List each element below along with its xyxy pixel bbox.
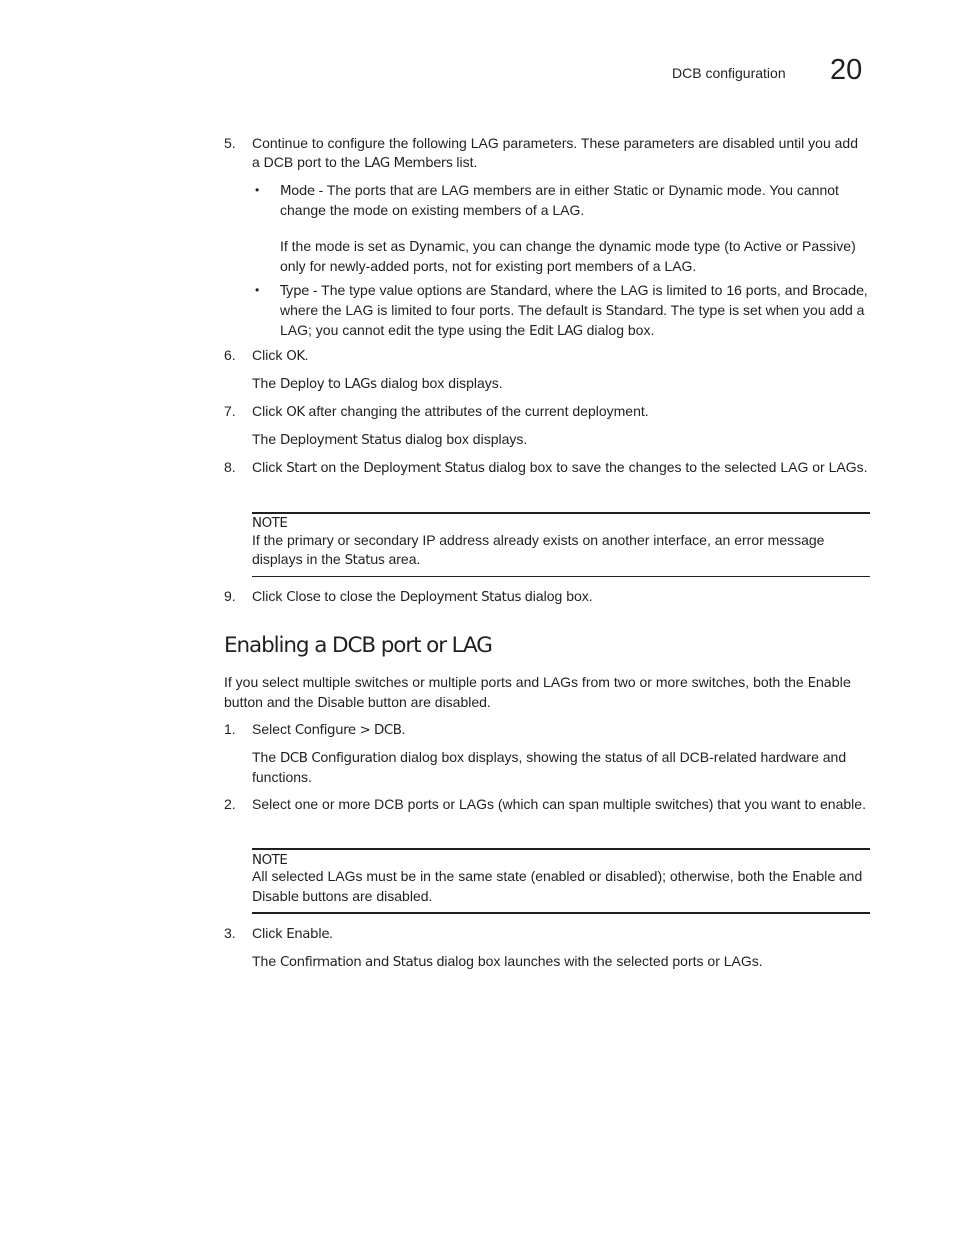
ui-term: Deployment Status [280,433,402,448]
step-text: Continue to configure the following LAG parameters. These parameters are disabled until you add a DCB port to the LAG Members list. [252,135,858,171]
note-label: NOTE [252,853,288,868]
ui-term: Disable [252,890,299,905]
note-top-rule [252,848,870,850]
step-number: 6. [224,347,236,363]
running-header-section: DCB configuration [672,65,786,81]
ui-term: Deployment Status [399,590,522,605]
bullet-continuation: If the mode is set as Dynamic, you can change the dynamic mode type (to Active or Passive) only for newly-added ports, not for existing port members of a LAG. [280,238,856,274]
step-number: 3. [224,925,236,941]
ui-term: Enable [286,927,330,942]
step-result: The Confirmation and Status dialog box launches with the selected ports or LAGs. [252,953,763,970]
step-text: Select Configure > DCB. [252,721,406,738]
ui-term: Brocade [811,284,864,299]
step-text: Click OK after changing the attributes of the current deployment. [252,403,649,420]
step-text: Click Enable. [252,925,334,942]
step-result: The DCB Configuration dialog box displays, showing the status of all DCB-related hardware and functions. [252,749,847,785]
ui-term: Edit LAG [529,324,583,339]
note-top-rule [252,512,870,514]
step-number: 8. [224,459,236,475]
step-number: 7. [224,403,236,419]
step-number: 1. [224,721,236,737]
ui-term: Close [286,590,321,605]
bullet-text: Mode - The ports that are LAG members are in either Static or Dynamic mode. You cannot change the mode on existing members of a LAG. [280,182,839,218]
step-text: Click OK. [252,347,309,364]
ui-term: OK [286,405,305,420]
note-text: If the primary or secondary IP address already exists on another interface, an error message displays in the Status area. [252,532,825,568]
ui-term: Disable [317,696,364,711]
step-text: Select one or more DCB ports or LAGs (which can span multiple switches) that you want to enable. [252,796,866,812]
section-intro: If you select multiple switches or multiple ports and LAGs from two or more switches, both the Enable button and the Disable button are disabled. [224,674,851,711]
note-label: NOTE [252,516,288,531]
step-text: Click Close to close the Deployment Status dialog box. [252,588,593,605]
step-text: Click Start on the Deployment Status dialog box to save the changes to the selected LAG or LAGs. [252,459,868,476]
note-text: All selected LAGs must be in the same state (enabled or disabled); otherwise, both the Enable and Disable buttons are disabled. [252,868,863,905]
ui-term: Deploy to LAGs [280,377,377,392]
step-number: 5. [224,135,236,151]
chapter-number: 20 [830,54,863,86]
section-heading: Enabling a DCB port or LAG [224,633,492,658]
ui-term: OK [286,349,305,364]
ui-term: LAG Members [364,156,453,171]
ui-term: Standard [605,304,664,319]
ui-term: Dynamic [409,240,466,255]
ui-term: Confirmation and Status [280,955,433,970]
ui-term: Status [344,553,385,568]
bullet-text: Type - The type value options are Standard, where the LAG is limited to 16 ports, and Brocade, where the LAG is limited to four ports. The default is Standard. The type is set when you add a LAG; you cannot edit the type using the Edit LAG dialog box. [280,282,868,339]
step-number: 9. [224,588,236,604]
step-number: 2. [224,796,236,812]
ui-term: Deployment Status [363,461,485,476]
ui-term: Standard [490,284,548,299]
step-result: The Deployment Status dialog box displays. [252,431,528,448]
ui-term: Type [280,284,309,299]
ui-term: Mode [280,184,315,199]
note-bottom-rule [252,576,870,577]
ui-term: Start [286,461,317,476]
bullet: • [255,183,260,197]
ui-term: Configure > DCB [294,723,402,738]
ui-term: Enable [792,870,835,885]
bullet: • [255,283,260,297]
ui-term: DCB Configuration [280,751,397,766]
step-result: The Deploy to LAGs dialog box displays. [252,375,503,392]
note-bottom-rule [252,912,870,914]
ui-term: Enable [807,676,851,691]
